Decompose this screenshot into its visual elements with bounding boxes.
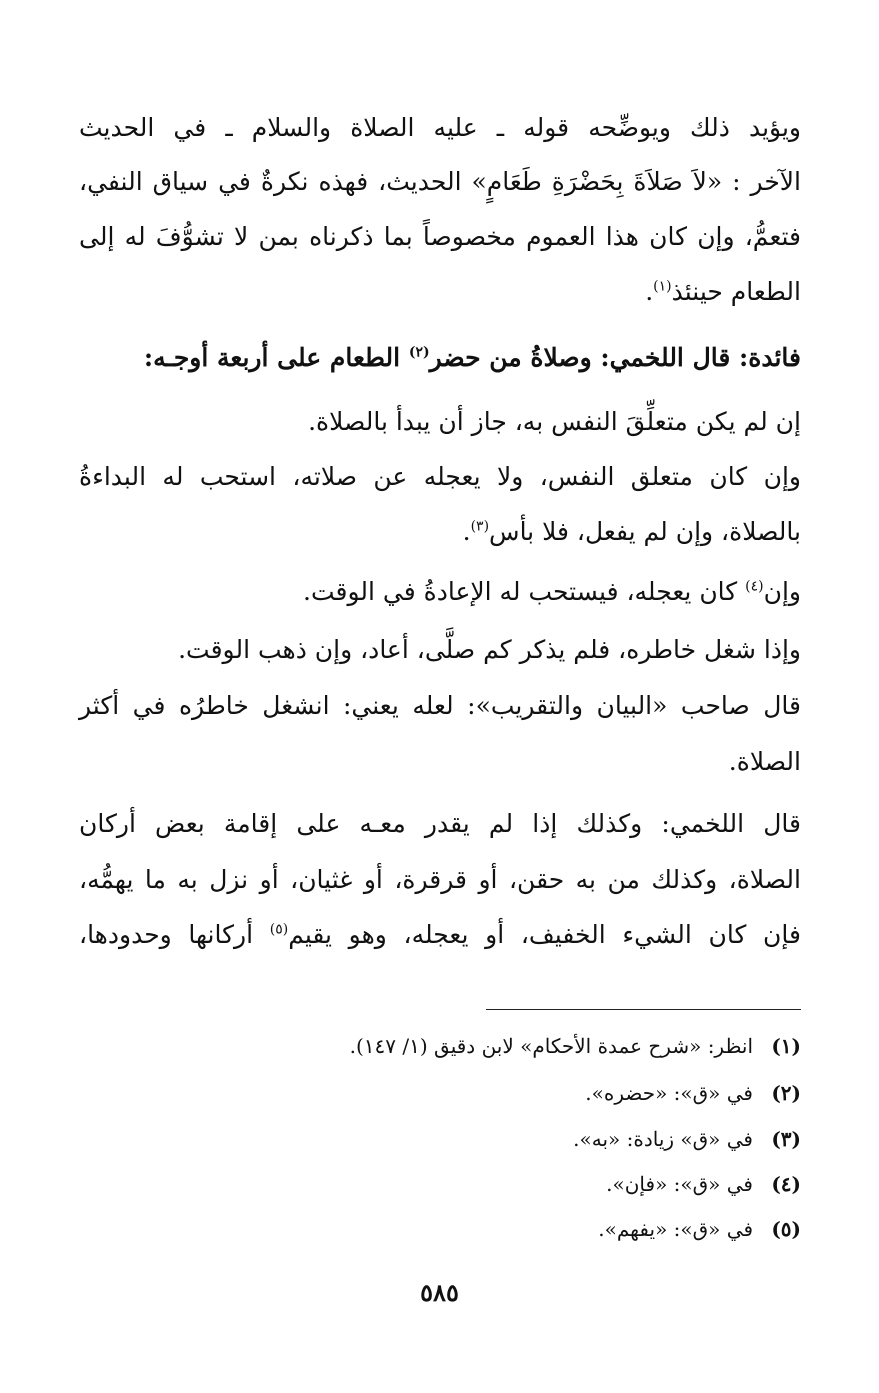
page-number: ٥٨٥	[420, 1278, 459, 1307]
body-line-9-end: كان يعجله، فيستحب له الإعادةُ في الوقت.	[303, 577, 746, 606]
footnote-text: في «ق» زيادة: «به».	[573, 1127, 753, 1151]
footnote-number: (٢)	[771, 1081, 801, 1105]
faida-heading-end: الطعام على أربعة أوجـه:	[143, 343, 409, 372]
body-line-6: إن لم يكن متعلِّقَ النفس به، جاز أن يبدأ بالصلاة.	[308, 407, 801, 436]
footnote-ref-2[interactable]: (٢)	[408, 344, 430, 361]
footnote-text: في «ق»: «فإن».	[606, 1172, 753, 1196]
footnote-ref-4[interactable]: (٤)	[745, 578, 764, 595]
body-line-15	[79, 915, 801, 955]
footnote-2	[585, 1077, 801, 1109]
body-line-1: ويؤيد ذلك ويوضِّحه قوله ـ عليه الصلاة والسلام ـ في الحديث	[79, 113, 801, 142]
body-line-7: وإن كان متعلق النفس، ولا يعجله عن صلاته، استحب له البداءةُ	[79, 462, 801, 491]
footnote-number: (١)	[771, 1034, 801, 1058]
body-line-8-text: بالصلاة، وإن لم يفعل، فلا بأس	[489, 517, 801, 546]
body-line-11: قال صاحب «البيان والتقريب»: لعله يعني: انشغل خاطرُه في أكثر	[79, 691, 801, 720]
footnote-number: (٣)	[771, 1127, 801, 1151]
footnote-text: في «ق»: «حضره».	[585, 1081, 753, 1105]
body-line-4-end: .	[645, 277, 654, 306]
body-line-15-text: فإن كان الشيء الخفيف، أو يعجله، وهو يقيم	[288, 920, 801, 949]
body-line-2: الآخر : «لاَ صَلاَةَ بِحَضْرَةِ طَعَامٍ» الحديث، فهذه نكرةٌ في سياق النفي،	[79, 167, 801, 196]
footnote-ref-5[interactable]: (٥)	[269, 921, 289, 938]
body-line-15-end: أركانها وحدودها،	[79, 920, 270, 949]
body-line-14: الصلاة، وكذلك من به حقن، أو قرقرة، أو غثيان، أو نزل به ما يهمُّه،	[79, 865, 801, 894]
body-line-9	[79, 572, 801, 612]
body-line-8-end: .	[462, 517, 471, 546]
faida-heading	[79, 338, 801, 378]
footnote-ref-3[interactable]: (٣)	[470, 518, 490, 535]
footnote-ref-1[interactable]: (١)	[653, 278, 672, 295]
footnote-3	[573, 1123, 801, 1155]
footnote-text: في «ق»: «يفهم».	[598, 1217, 753, 1241]
body-line-9-text: وإن	[763, 577, 801, 606]
footnote-text: انظر: «شرح عمدة الأحكام» لابن دقيق (١/ ١٤٧).	[349, 1034, 753, 1058]
footnote-number: (٥)	[771, 1217, 801, 1241]
footnote-4	[606, 1168, 801, 1200]
footnote-separator	[486, 1009, 801, 1010]
body-line-12: الصلاة.	[728, 747, 801, 776]
footnote-5	[598, 1213, 801, 1245]
body-line-10: وإذا شغل خاطره، فلم يذكر كم صلَّى، أعاد، وإن ذهب الوقت.	[178, 635, 801, 664]
body-line-13: قال اللخمي: وكذلك إذا لم يقدر معـه على إقامة بعض أركان	[79, 809, 801, 838]
footnote-number: (٤)	[771, 1172, 801, 1196]
footnote-1	[350, 1030, 801, 1062]
body-line-3: فتعمُّ، وإن كان هذا العموم مخصوصاً بما ذكرناه بمن لا تشوُّفَ له إلى	[79, 222, 801, 251]
body-line-4-text: الطعام حينئذ	[671, 277, 801, 306]
body-line-4	[79, 272, 801, 312]
body-line-8	[79, 512, 801, 552]
faida-heading-text: فائدة: قال اللخمي: وصلاةُ من حضر	[429, 343, 801, 372]
